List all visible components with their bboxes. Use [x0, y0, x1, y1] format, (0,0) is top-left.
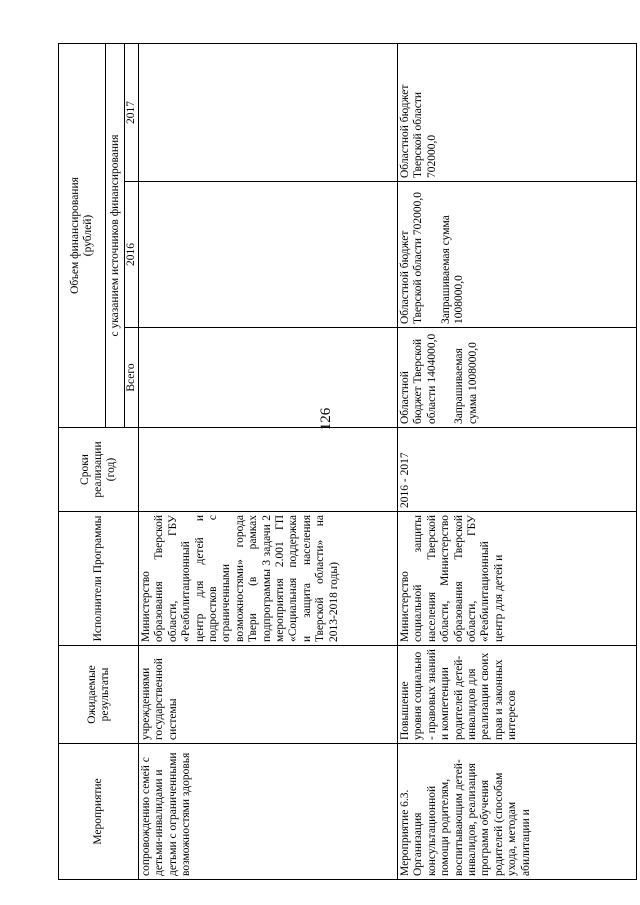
header-executors: Исполнители Программы: [59, 512, 139, 646]
row2-total-cell: [398, 328, 637, 428]
row1-executors: Министерство образования Тверской области, ГБУ «Реабилитационный центр для детей и подростков с ограниченными возможностями» города Твери (в рамках подпрограммы 3 задачи 2 мероприятия 2.001 ГП «Социальная поддержка и защита населения Тверской области» на 2013-2018 годы): [139, 512, 398, 646]
row1-2017: [139, 44, 398, 182]
row2-total: Областной бюджет Тверской области 1404000,0: [399, 333, 438, 424]
row1-results: учреждениями государственной системы: [139, 646, 398, 744]
table-row: [398, 44, 637, 880]
header-terms: Сроки реализации (год): [59, 428, 139, 512]
header-funding: [59, 44, 106, 428]
row2-2016: Областной бюджет Тверской области 702000,0: [399, 192, 425, 324]
row1-2016: [139, 182, 398, 328]
row2-total-requested: Запрашиваемая сумма 1008000,0: [453, 342, 479, 424]
header-funding-title: Объем финансирования: [69, 177, 81, 294]
header-funding-unit: (рублей): [82, 214, 94, 257]
header-total: Всего: [125, 328, 139, 428]
row2-2016-cell: [398, 182, 637, 328]
row2-2017: Областной бюджет Тверской области 702000,0: [398, 44, 637, 182]
header-2017: 2017: [125, 44, 139, 182]
page-number: 126: [318, 407, 334, 431]
row2-2016-requested: Запрашиваемая сумма 1008000,0: [439, 215, 466, 324]
row2-results: Повышение уровня социально - правовых знаний и компетенции родителей детей-инвалидов для реализации своих прав и законных интересов: [398, 646, 637, 744]
table-row: [139, 44, 398, 880]
row1-terms: [139, 428, 398, 512]
header-funding-sources: с указанием источников финансирования: [106, 44, 125, 428]
header-results: Ожидаемые результаты: [59, 646, 139, 744]
row1-measure: сопровождению семей с детьми-инвалидами и детьми с ограниченными возможностями здоровья: [139, 744, 398, 880]
row2-terms: 2016 - 2017: [398, 428, 637, 512]
header-measure: Мероприятие: [59, 744, 139, 880]
row2-measure: Мероприятие 6.3. Организация консультационной помощи родителям, воспитывающим детей-инвалидов, реализация программ обучения родителей (способам ухода, методам абилитации и: [398, 744, 637, 880]
row2-executors: Министерство социальной защиты населения Тверской области, Министерство образования Тверской области, ГБУ «Реабилитационный центр для детей и: [398, 512, 637, 646]
header-row-main: [59, 44, 106, 880]
row1-total: [139, 328, 398, 428]
program-measures-table: [58, 43, 637, 880]
header-2016: 2016: [125, 182, 139, 328]
rotated-table-page: [58, 44, 630, 880]
